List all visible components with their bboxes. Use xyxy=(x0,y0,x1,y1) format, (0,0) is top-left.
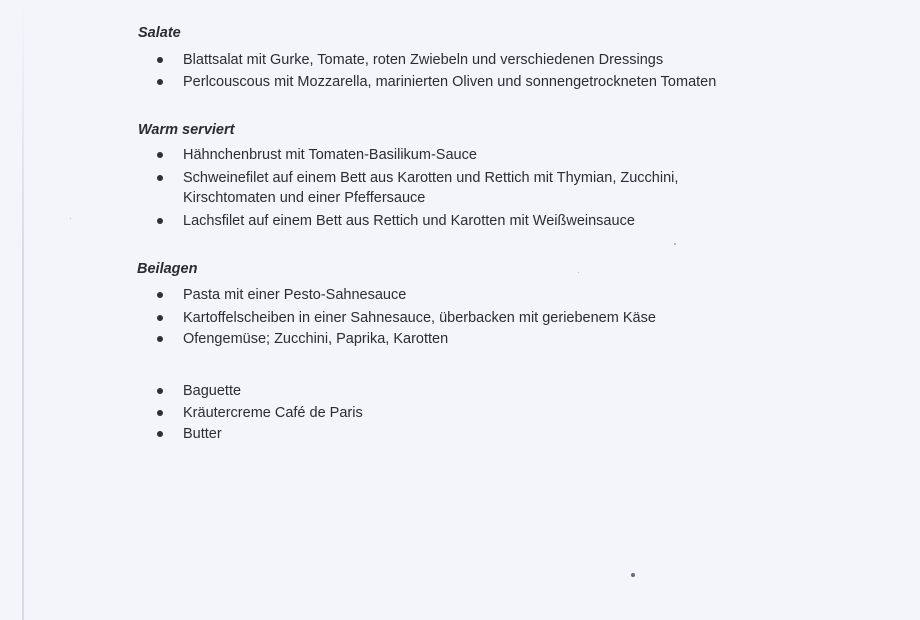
list-item-text: Baguette xyxy=(183,383,242,399)
bullet-icon xyxy=(157,388,163,394)
bullet-icon xyxy=(157,152,163,158)
list-item-text: Ofengemüse; Zucchini, Paprika, Karotten xyxy=(183,331,449,347)
list-item-text: Kräutercreme Café de Paris xyxy=(183,405,363,421)
bullet-icon xyxy=(157,79,163,85)
scan-speck xyxy=(631,573,635,577)
list-item-text: Pasta mit einer Pesto-Sahnesauce xyxy=(183,287,407,303)
heading-warm-serviert: Warm serviert xyxy=(138,122,235,138)
list-item-text: Perlcouscous mit Mozzarella, marinierten Oliven und sonnengetrockneten Tomaten xyxy=(183,74,717,90)
scan-edge xyxy=(22,0,24,620)
list-item-text-continued: Kirschtomaten und einer Pfeffersauce xyxy=(183,190,426,206)
list-item-text: Kartoffelscheiben in einer Sahnesauce, überbacken mit geriebenem Käse xyxy=(183,310,656,326)
bullet-icon xyxy=(157,431,163,437)
bullet-icon xyxy=(157,292,163,298)
bullet-icon xyxy=(157,336,163,342)
list-item-text: Schweinefilet auf einem Bett aus Karotten und Rettich mit Thymian, Zucchini, xyxy=(183,170,679,186)
list-item-text: Hähnchenbrust mit Tomaten-Basilikum-Sauce xyxy=(183,147,477,163)
scan-speck xyxy=(70,218,71,219)
bullet-icon xyxy=(157,218,163,224)
heading-salate: Salate xyxy=(138,25,181,41)
bullet-icon xyxy=(157,315,163,321)
heading-beilagen: Beilagen xyxy=(137,261,198,277)
list-item-text: Butter xyxy=(183,426,222,442)
list-item-text: Blattsalat mit Gurke, Tomate, roten Zwiebeln und verschiedenen Dressings xyxy=(183,52,664,68)
list-item-text: Lachsfilet auf einem Bett aus Rettich und Karotten mit Weißweinsauce xyxy=(183,213,635,229)
bullet-icon xyxy=(157,175,163,181)
bullet-icon xyxy=(157,57,163,63)
scan-speck xyxy=(674,243,676,245)
bullet-icon xyxy=(157,410,163,416)
scan-speck xyxy=(578,272,579,273)
